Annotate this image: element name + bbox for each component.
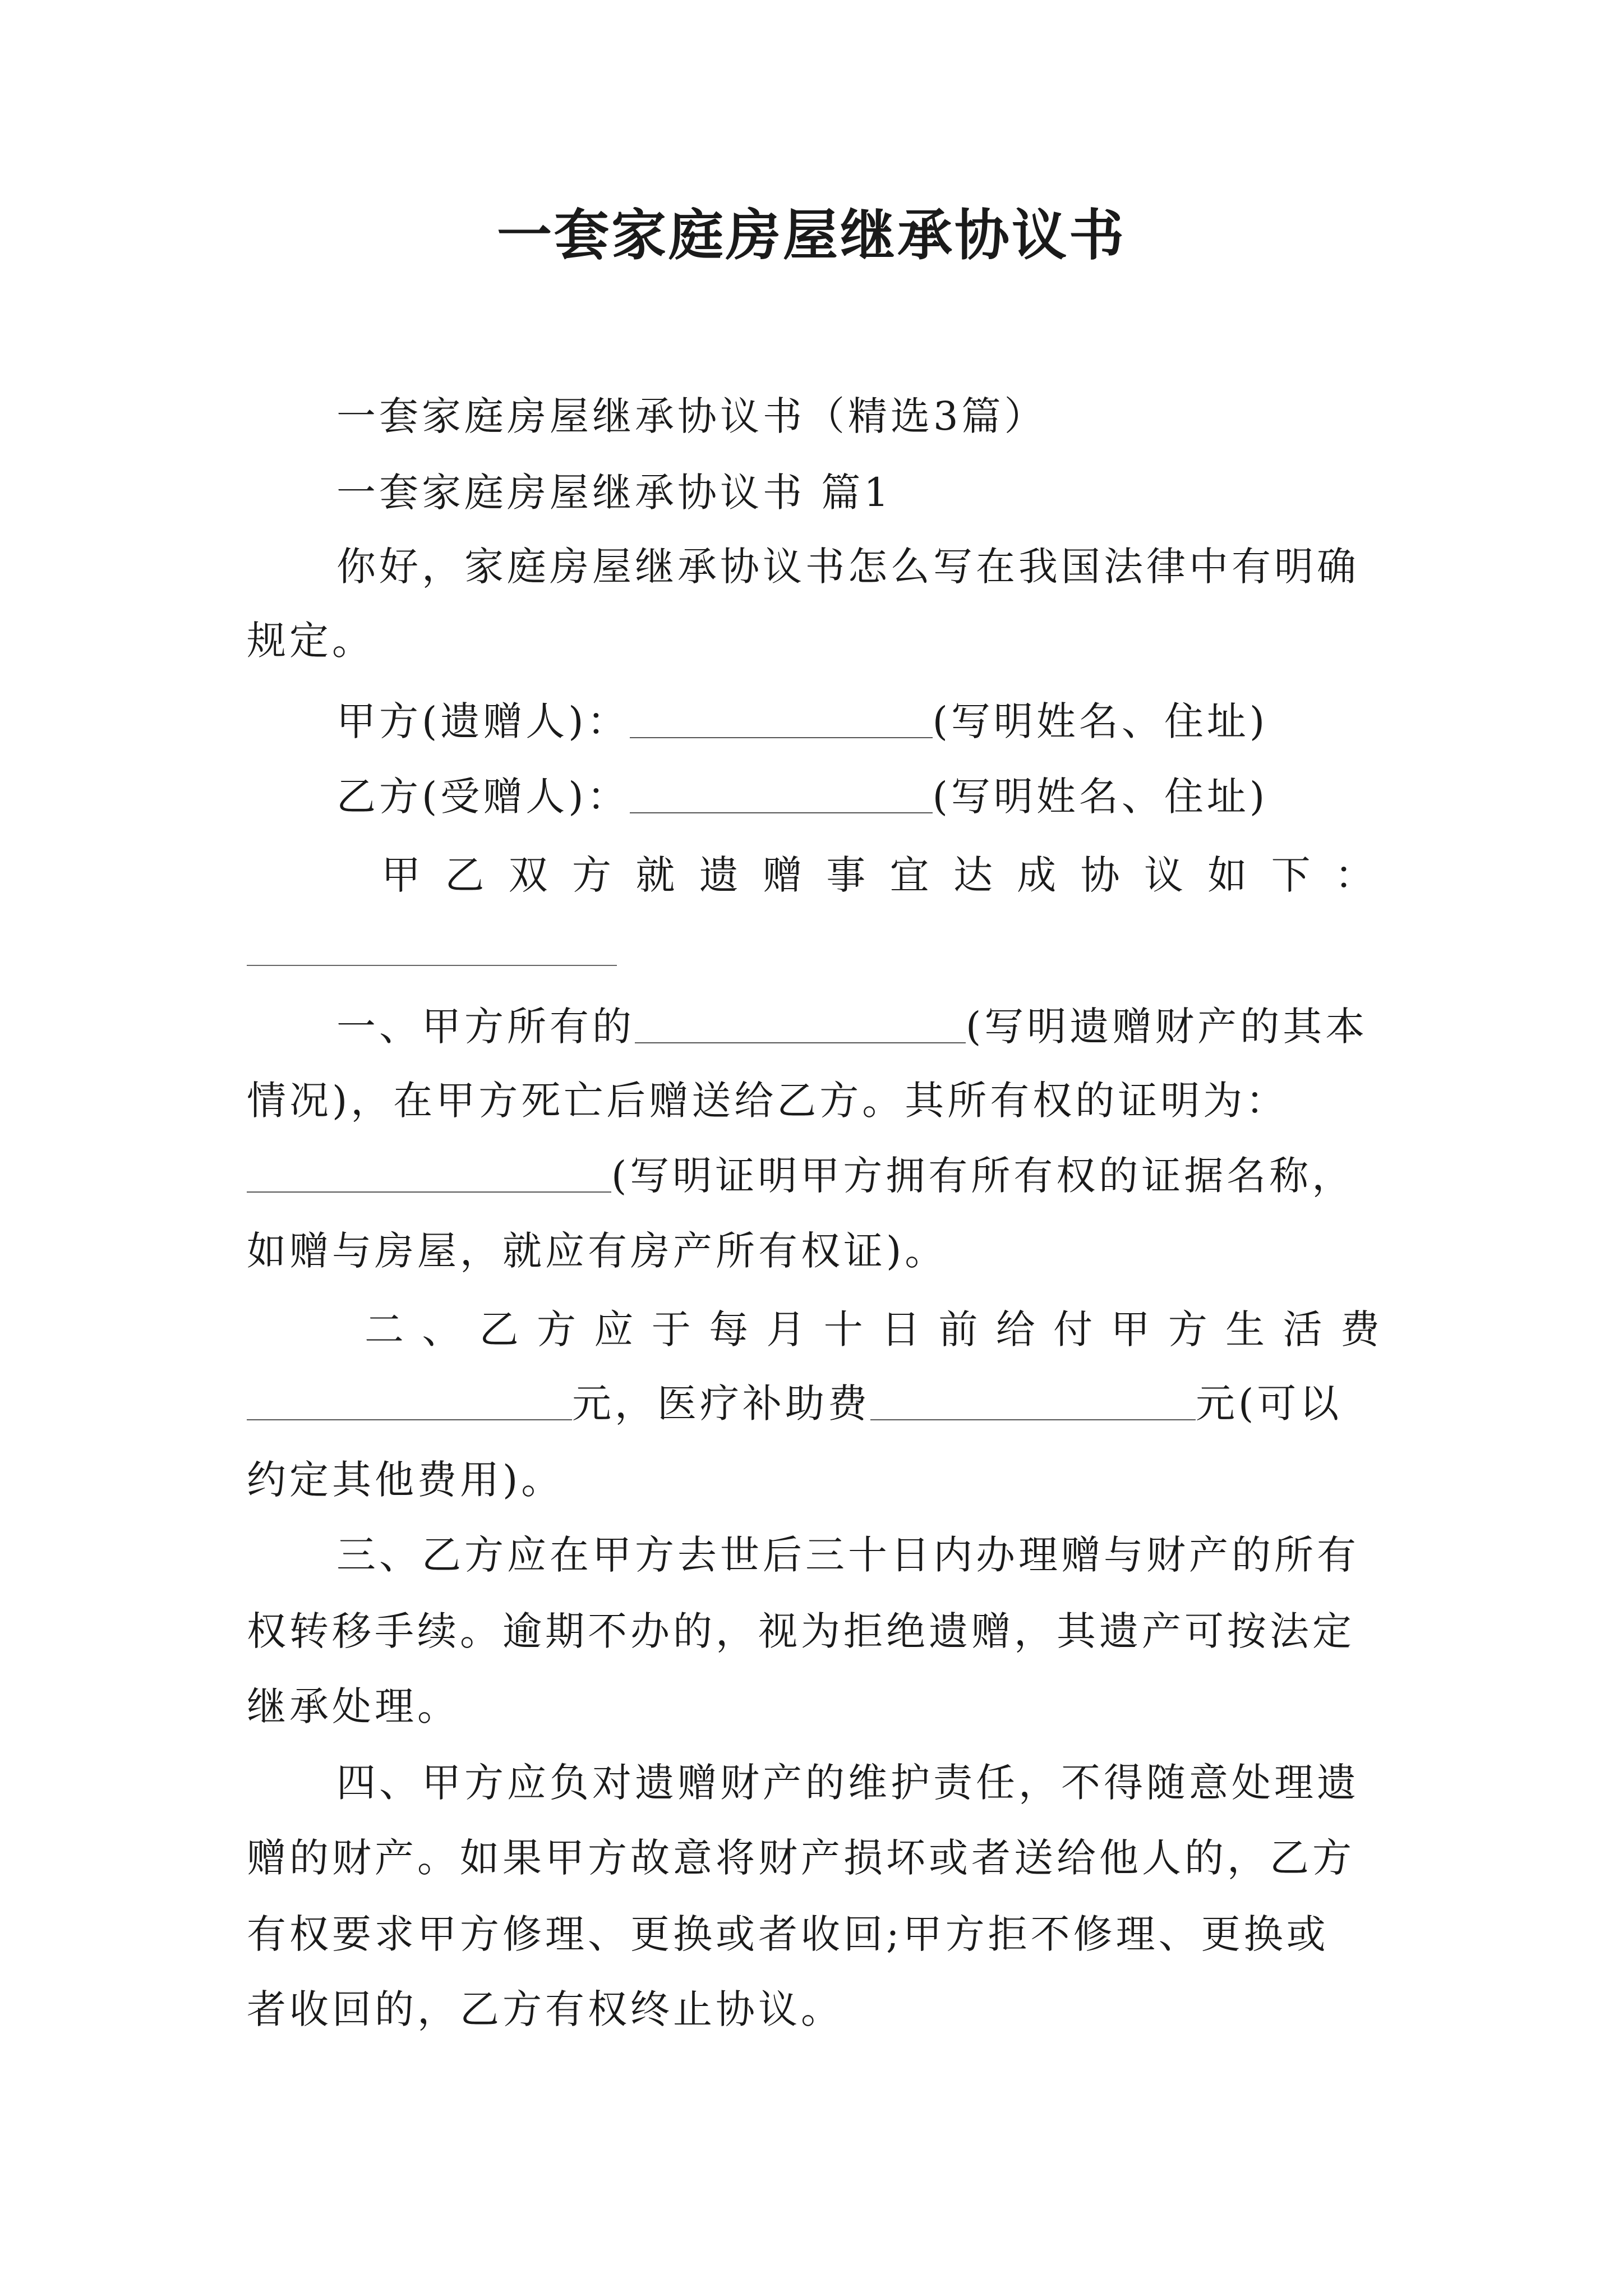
clause1-line-2: 情况)，在甲方死亡后赠送给乙方。其所有权的证明为：: [247, 1078, 1289, 1124]
party-b-hint: (写明姓名、住址): [932, 774, 1269, 820]
agreement-intro-char: 方: [571, 852, 611, 898]
clause2-char: 应: [594, 1306, 634, 1352]
clause3-line-3: 继承处理。: [247, 1683, 460, 1729]
agreement-intro-char: 成: [1017, 852, 1057, 898]
clause2-line-2: [247, 1375, 1342, 1432]
clause2-char: 日: [881, 1306, 921, 1352]
party-b-line: [336, 769, 1268, 825]
section-heading: 一套家庭房屋继承协议书 篇1: [336, 470, 892, 516]
agreement-intro-char: 甲: [381, 852, 421, 898]
party-a-label: 甲方(遗赠人)：: [336, 698, 630, 744]
clause1-hint: (写明遗赠财产的其本: [966, 1004, 1368, 1050]
party-a-blank: [630, 698, 933, 738]
agreement-intro-char: 协: [1080, 852, 1120, 898]
clause2-char: 付: [1053, 1306, 1093, 1352]
clause1-text: 一、甲方所有的: [336, 1004, 635, 1050]
clause2-medical-label: 元，医疗补助费: [572, 1381, 870, 1427]
clause1-proof-blank: [247, 1152, 611, 1193]
clause1-proof-hint: (写明证明甲方拥有所有权的证据名称，: [611, 1153, 1355, 1199]
agreement-intro-char: 就: [635, 852, 675, 898]
clause2-char: 生: [1225, 1306, 1265, 1352]
clause4-line-4: 者收回的，乙方有权终止协议。: [247, 1986, 843, 2032]
clause2-char: 十: [823, 1306, 863, 1352]
intro-line-2: 规定。: [247, 618, 375, 664]
clause1-line-3: [247, 1148, 1354, 1204]
clause2-char: 每: [709, 1306, 749, 1352]
clause2-char: 、: [422, 1306, 462, 1352]
clause2-char: 乙: [479, 1306, 519, 1352]
clause2-tail: 元(可以: [1196, 1381, 1343, 1427]
clause1-line-1: [336, 999, 1368, 1055]
clause1-line-4: 如赠与房屋，就应有房产所有权证)。: [247, 1228, 948, 1274]
clause2-char: 二: [365, 1306, 404, 1352]
agreement-intro-char: 下: [1271, 852, 1311, 898]
agreement-intro-char: 乙: [445, 852, 485, 898]
agreement-intro-char: 宜: [889, 852, 929, 898]
clause2-char: 月: [766, 1306, 806, 1352]
party-b-blank: [630, 773, 933, 813]
agreement-intro-char: 达: [953, 852, 993, 898]
party-b-label: 乙方(受赠人)：: [336, 774, 630, 820]
subtitle: 一套家庭房屋继承协议书（精选3篇）: [336, 393, 1047, 439]
party-a-hint: (写明姓名、住址): [932, 698, 1269, 744]
agreement-intro-char: 事: [826, 852, 866, 898]
clause1-property-blank: [635, 1003, 966, 1043]
clause4-line-2: 赠的财产。如果甲方故意将财产损坏或者送给他人的，乙方: [247, 1835, 1355, 1881]
clause2-char: 给: [995, 1306, 1035, 1352]
clause2-char: 方: [537, 1306, 577, 1352]
party-a-line: [336, 693, 1268, 749]
clause2-char: 方: [1168, 1306, 1207, 1352]
agreement-intro-char: 双: [508, 852, 548, 898]
clause2-line-3: 约定其他费用)。: [247, 1457, 564, 1503]
agreement-intro-line: [381, 847, 1374, 903]
living-expense-blank: [247, 1380, 572, 1420]
clause3-line-2: 权转移手续。逾期不办的，视为拒绝遗赠，其遗产可按法定: [247, 1608, 1355, 1654]
agreement-intro-char: ：: [1334, 852, 1374, 898]
intro-line-1: 你好，家庭房屋继承协议书怎么写在我国法律中有明确: [336, 544, 1359, 590]
clause2-char: 甲: [1110, 1306, 1150, 1352]
medical-expense-blank: [870, 1380, 1196, 1420]
clause4-line-1: 四、甲方应负对遗赠财产的维护责任，不得随意处理遗: [336, 1760, 1359, 1806]
clause2-char: 于: [651, 1306, 691, 1352]
clause3-line-1: 三、乙方应在甲方去世后三十日内办理赠与财产的所有: [336, 1532, 1359, 1578]
clause2-char: 活: [1283, 1306, 1322, 1352]
clause4-line-3: 有权要求甲方修理、更换或者收回;甲方拒不修理、更换或: [247, 1911, 1329, 1957]
clause2-char: 费: [1340, 1306, 1380, 1352]
clause2-char: 前: [938, 1306, 978, 1352]
document-title: 一套家庭房屋继承协议书: [496, 203, 1126, 268]
clause2-line-1: [365, 1301, 1380, 1358]
agreement-intro-char: 如: [1207, 852, 1247, 898]
agreement-intro-char: 赠: [762, 852, 802, 898]
agreement-blank-line: [247, 965, 617, 966]
agreement-intro-char: 议: [1144, 852, 1183, 898]
agreement-intro-char: 遗: [699, 852, 739, 898]
